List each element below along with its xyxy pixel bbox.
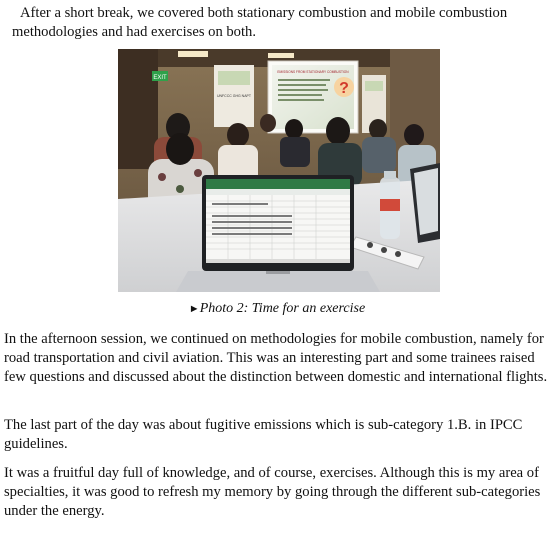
training-room-illustration	[118, 49, 440, 292]
paragraph-fugitive-emissions: The last part of the day was about fugitive emissions which is sub-category 1.B. in IPCC guidelines.	[4, 417, 523, 452]
intro-paragraph: After a short break, we covered both stationary combustion and mobile combustion methodologies and had exercises on both.	[12, 5, 508, 40]
photo-caption	[0, 300, 554, 318]
slide-title: EMISSIONS FROM STATIONARY COMBUSTION	[277, 70, 349, 74]
laptop	[176, 175, 380, 292]
training-photo	[118, 49, 440, 292]
exit-sign-text: EXIT	[153, 75, 167, 81]
caption-marker: ►	[188, 303, 200, 315]
banner-text: UNFCCC GHG NAPT	[216, 94, 252, 98]
slide-question-mark: ?	[339, 80, 349, 97]
caption-text: Photo 2: Time for an exercise	[199, 301, 366, 316]
paragraph-afternoon-session: In the afternoon session, we continued on methodologies for mobile combustion, namely for road transportation and civil aviation. This was an interesting part and some trainees raised few questions and discussed about the distinction between domestic and international flights.	[4, 331, 548, 385]
paragraph-conclusion: It was a fruitful day full of knowledge, and of course, exercises. Although this is my area of specialties, it was good to refresh my memory by going through the different sub-categories under the energy.	[4, 465, 541, 519]
